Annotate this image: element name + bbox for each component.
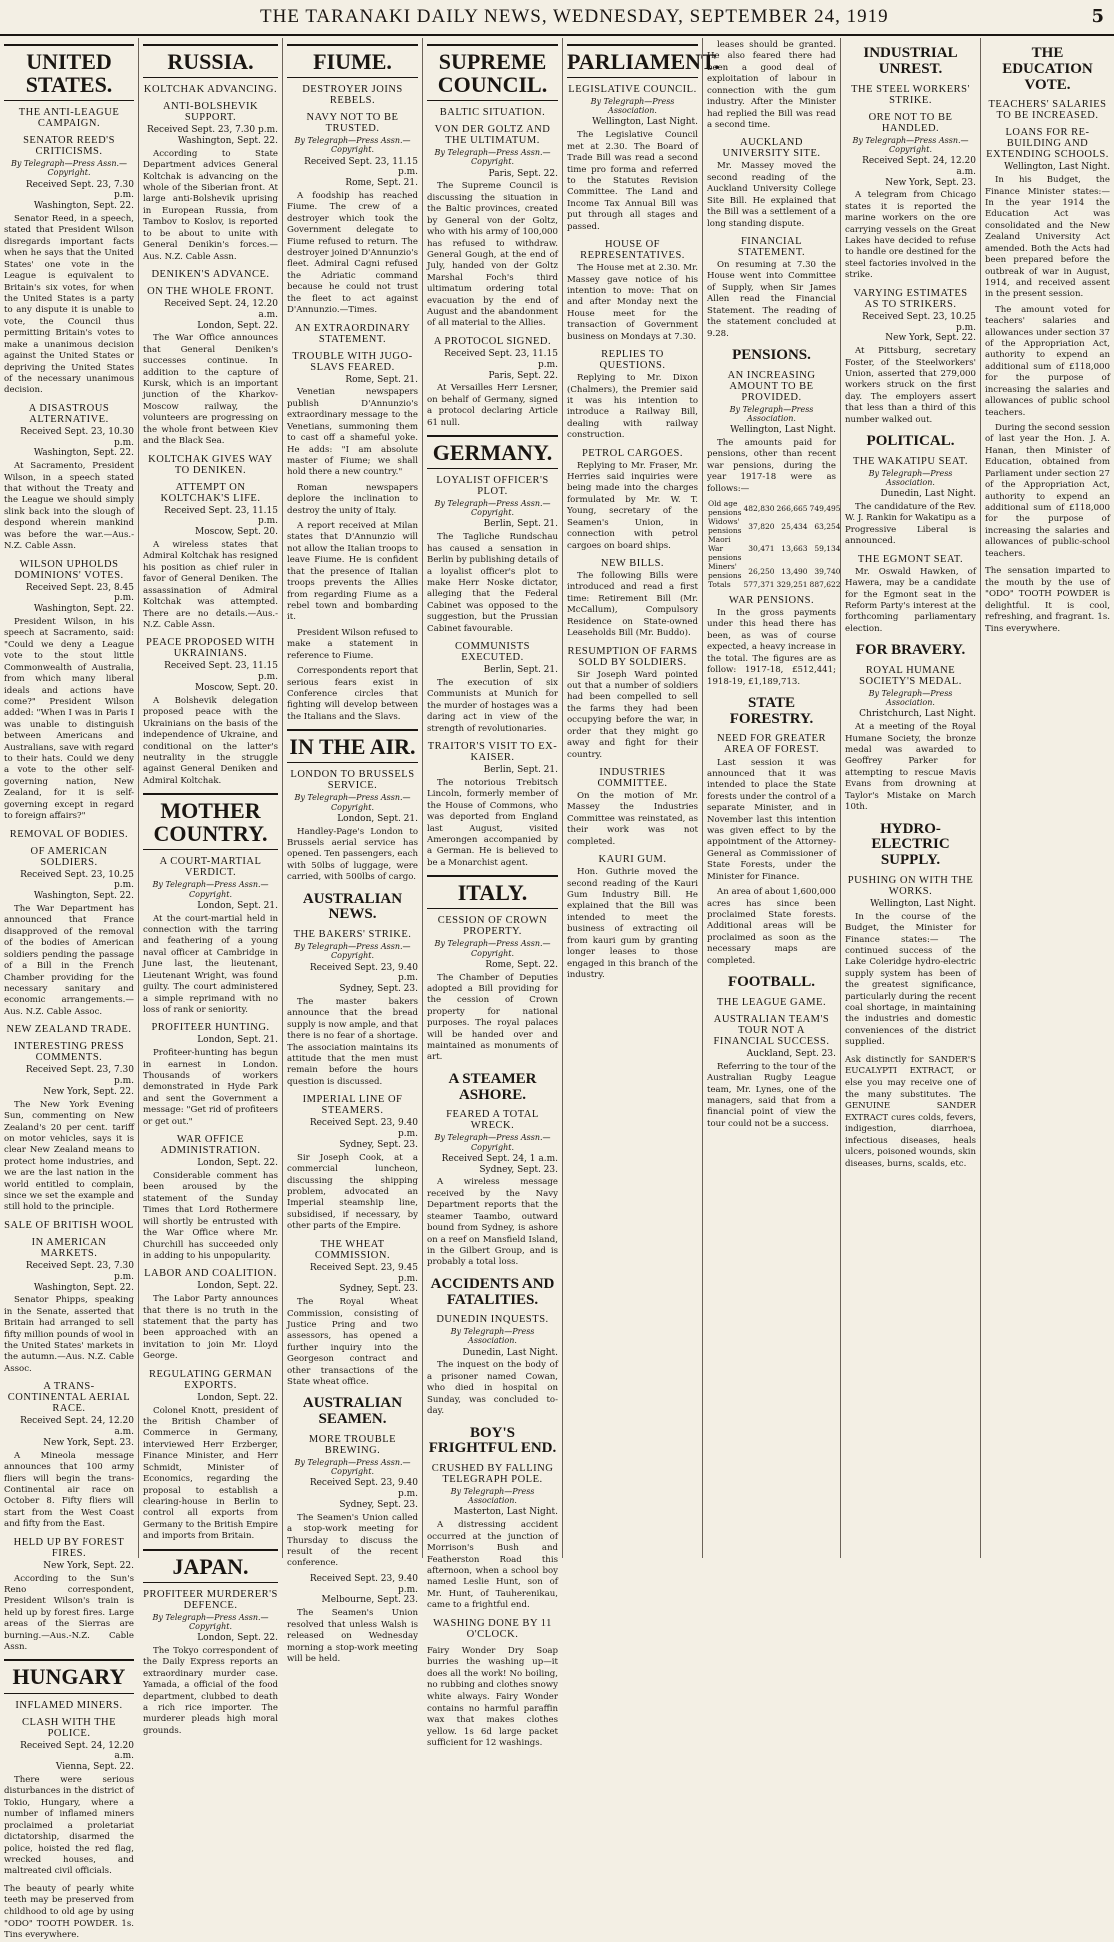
article-body: The Supreme Council is discussing the situation in the Baltic provinces, created by General von der Goltz, who with his army of 100,000 has refused to withdraw. General Gough, at the end of July, handed von der Goltz Marshal Foch's third ultimatum ordering total evacuation by the end of August and the abandonment of all material to the Allies. <box>427 181 558 329</box>
table-cell: Miners' pensions <box>708 562 742 580</box>
article-heading: A PROTOCOL SIGNED. <box>433 335 552 347</box>
dateline: Washington, Sept. 22. <box>33 891 134 902</box>
dateline: Washington, Sept. 22. <box>177 135 278 146</box>
subheading: NEED FOR GREATER AREA OF FOREST. <box>717 733 826 756</box>
subheading: THE BAKERS' STRIKE. <box>293 929 412 941</box>
article-body: Hon. Guthrie moved the second reading of the Kauri Gum Industry Bill. He explained that the Bill was intended to meet the business of extracting oil from kauri gum by granting longer leases to those engaged in this branch of the industry. <box>567 867 698 980</box>
article-heading: LABOR AND COALITION. <box>144 1268 277 1280</box>
table-row <box>707 499 842 517</box>
dateline: Wellington, Last Night. <box>870 898 976 909</box>
received-line: Received Sept. 23, 11.15 p.m. <box>164 505 278 527</box>
subheading: THE STEEL WORKERS' STRIKE. <box>851 83 970 106</box>
dateline: Sydney, Sept. 23. <box>339 1139 418 1150</box>
table-row <box>707 517 842 535</box>
article-heading: NAVY NOT TO BE TRUSTED. <box>306 112 399 135</box>
article-body: At a meeting of the Royal Humane Society, the bronze medal was awarded to Geoffrey Parker for attempting to rescue Mavis Evans from drowning at Taylor's Mistake on March 10th. <box>845 722 976 813</box>
table-cell: 266,665 <box>776 503 808 513</box>
dateline: New York, Sept. 22. <box>43 1086 134 1097</box>
newspaper-title: THE TARANAKI DAILY NEWS, WEDNESDAY, SEPTEMBER 24, 1919 <box>260 6 889 27</box>
article-body: The Legislative Council met at 2.30. The Board of Trade Bill was read a second time pro forma and referred to the Statutes Revision Committee. The Land and Income Tax Annual Bill was put through all stages and passed. <box>567 130 698 232</box>
article-body: President Wilson refused to make a statement in reference to Fiume. <box>287 627 418 661</box>
article-body: The following Bills were introduced and read a first time: Retirement Bill (Mr. McCallum), Compulsory Residence on State-owned Leaseholds Bill (Mr. Buddo). <box>567 571 698 639</box>
article-body: Senator Phipps, speaking in the Senate, asserted that Britain had arranged to sell fifty million pounds of wool in the United States' markets in the autumn.—Aus. N.Z. Cable Assoc. <box>4 1295 134 1374</box>
dateline: London, Sept. 22. <box>197 1392 278 1403</box>
article-heading: FINANCIAL STATEMENT. <box>737 235 806 258</box>
subheading: LEGISLATIVE COUNCIL. <box>568 84 697 96</box>
dateline: Sydney, Sept. 23. <box>339 984 418 995</box>
received-line: Received Sept. 23, 7.30 p.m. <box>25 179 134 201</box>
article-body: Replying to Mr. Dixon (Chalmers), the Premier said it was his intention to introduce a Railway Bill, dealing with railway construction. <box>567 373 698 441</box>
article-body: The inquest on the body of a prisoner named Cowan, who died in hospital on Sunday, was concluded to-day. <box>427 1360 558 1417</box>
section-heading: ACCIDENTS AND FATALITIES. <box>430 1275 555 1308</box>
article-body: The notorious Trebitsch Lincoln, formerly member of the House of Commons, who was deported from England last August, visited Amerongen accompanied by a German. He is believed to be a Monarchist agent. <box>427 777 558 868</box>
article-body: Senator Reed, in a speech, stated that President Wilson disregards important facts when he says that the United States' one vote in the League is equivalent to Britain's six votes, for when the United States is a party to any dispute it is unable to vote, the Council thus permitting Britain's votes to make a unanimous decision against the United States or depriving the United States of the necessary unanimous decision. <box>4 214 134 396</box>
article-heading: A DISASTROUS ALTERNATIVE. <box>28 402 110 425</box>
article-body: A telegram from Chicago states it is reported the marine workers on the ore carrying vessels on the Great Lakes have decided to refuse to handle ore destined for the steel factories involved in the strike. <box>845 190 976 281</box>
dateline: Christchurch, Last Night. <box>859 709 976 720</box>
article-heading: HELD UP BY FOREST FIRES. <box>13 1536 125 1559</box>
subheading: IN AMERICAN MARKETS. <box>31 1236 107 1259</box>
pensions-table <box>707 499 842 589</box>
subheading: AN INCREASING AMOUNT TO BE PROVIDED. <box>727 369 816 403</box>
article-body: A distressing accident occurred at the junction of Morrison's Bush and Featherston Road this afternoon, when a school boy named Leslie Hunt, son of Mr. Hunt, of Tauherenikau, came to a frightful end. <box>427 1520 558 1611</box>
byline: By Telegraph—Press Association. <box>868 689 953 708</box>
table-cell: 25,434 <box>781 521 808 531</box>
section-heading: UNITED STATES. <box>4 44 134 101</box>
page-number: 5 <box>1091 6 1104 27</box>
section-heading: IN THE AIR. <box>287 729 418 763</box>
dateline: Washington, Sept. 22. <box>33 604 134 615</box>
subheading: OF AMERICAN SOLDIERS. <box>30 845 108 868</box>
article-heading: PETROL CARGOES. <box>581 447 684 459</box>
column-united-states <box>0 38 138 1941</box>
column-pensions <box>702 38 840 1558</box>
subheading: LOANS FOR RE-BUILDING AND EXTENDING SCHOOLS. <box>986 127 1109 161</box>
table-cell: 13,663 <box>781 544 808 553</box>
subheading: CESSION OF CROWN PROPERTY. <box>437 915 548 938</box>
article-body: On resuming at 7.30 the House went into Committee of Supply, when Sir James Allen read the Financial Statement. The reading of the statement concluded at 9.28. <box>707 259 836 339</box>
table-cell: 13,490 <box>781 566 808 576</box>
dateline: Dunedin, Last Night. <box>880 489 976 500</box>
subheading: LOYALIST OFFICER'S PLOT. <box>436 475 549 498</box>
article-heading: COMMUNISTS EXECUTED. <box>454 641 530 664</box>
article-body: Profiteer-hunting has begun in earnest in London. Thousands of workers demonstrated in Hyde Park and sent the Government a message: "Get rid of profiteers or get out." <box>143 1048 278 1127</box>
section-heading: MOTHER COUNTRY. <box>143 793 278 850</box>
subheading: THE LEAGUE GAME. <box>716 996 827 1008</box>
article-body: The War Office announces that General Deniken's successes continue. In addition to the capture of Kursk, which is an important junction of the Kharkov-Moscow railway, the volunteers are progressing on the whole front between Kiev and the Black Sea. <box>143 333 278 447</box>
section-heading: RUSSIA. <box>143 44 278 78</box>
section-heading: FOOTBALL. <box>727 974 816 991</box>
article-heading: TRAITOR'S VISIT TO EX-KAISER. <box>427 741 558 764</box>
dateline: Berlin, Sept. 21. <box>483 765 558 776</box>
article-heading: INDUSTRIES COMMITTEE. <box>597 766 668 789</box>
article-heading: IMPERIAL LINE OF STEAMERS. <box>302 1094 403 1117</box>
article-body: Considerable comment has been aroused by the statement of the Sunday Times that Lord Rothermere will shortly be entrusted with the War Office where Mr. Churchill has succeeded only in adding to his unpopularity. <box>143 1171 278 1261</box>
table-cell: 59,134 <box>814 544 841 553</box>
section-heading: FIUME. <box>287 44 418 78</box>
dateline: London, Sept. 21. <box>337 813 418 824</box>
dateline: Moscow, Sept. 20. <box>195 683 278 694</box>
article-body: The Royal Wheat Commission, consisting of Justice Pring and two assessors, has opened a further inquiry into the Georgeson contract and other transactions of the State wheat office. <box>287 1297 418 1388</box>
dateline: Berlin, Sept. 21. <box>483 519 558 530</box>
dateline: Wellington, Last Night. <box>730 425 836 436</box>
received-line: Received Sept. 23, 10.25 p.m. <box>20 869 134 891</box>
article-heading: REGULATING GERMAN EXPORTS. <box>148 1368 273 1391</box>
article-body: A wireless message received by the Navy Department reports that the steamer Taambo, outward bound from Sydney, is ashore on a reef on Mansfield Island, in the Gilbert Group, and is probably a total loss. <box>427 1177 558 1268</box>
article-heading: REPLIES TO QUESTIONS. <box>599 349 666 372</box>
article-body: According to the Sun's Reno correspondent, President Wilson's train is held up by forest fires. Large areas of the Sierras are burning.—Aus.-N.Z. Cable Assn. <box>4 1573 134 1653</box>
byline: By Telegraph—Press Assn.—Copyright. <box>152 880 269 899</box>
subheading: CRUSHED BY FALLING TELEGRAPH POLE. <box>431 1463 554 1486</box>
article-heading: HOUSE OF REPRESENTATIVES. <box>580 239 685 262</box>
article-heading: PROFITEER HUNTING. <box>151 1022 270 1034</box>
article-body: A Bolshevik delegation proposed peace with the Ukrainians on the basis of the independence of Ukraine, and conditional on the latter's neutrality in the struggle against General Deniken and Admiral Koltchak. <box>143 695 278 786</box>
byline: By Telegraph—Press Assn.—Copyright. <box>294 1458 411 1477</box>
section-heading: INDUSTRIAL UNREST. <box>863 45 958 77</box>
article-body: At Sacramento, President Wilson, in a speech stated that without the Treaty and the League we should simply slink back into the slough of despond wherein mankind was before the war.—Aus.-N.Z. Cable Assn. <box>4 461 134 552</box>
subheading: SENATOR REED'S CRITICISMS. <box>23 135 115 158</box>
column-supreme-council <box>422 38 562 1749</box>
dateline: London, Sept. 21. <box>197 1035 278 1046</box>
column-russia <box>138 38 282 1736</box>
section-heading: HUNGARY <box>4 1659 134 1693</box>
article-heading: AN EXTRAORDINARY STATEMENT. <box>294 322 411 345</box>
article-body: The candidature of the Rev. W. J. Rankin for Wakatipu as a Progressive Liberal is announced. <box>845 502 976 547</box>
article-heading: NEW ZEALAND TRADE. <box>6 1024 132 1036</box>
received-line: Received Sept. 24, 12.20 a.m. <box>20 1740 134 1762</box>
dateline: Rome, Sept. 22. <box>485 959 558 970</box>
dateline: Melbourne, Sept. 23. <box>321 1595 418 1606</box>
table-row <box>707 580 842 589</box>
dateline: Vienna, Sept. 22. <box>55 1762 134 1773</box>
subheading: ON THE WHOLE FRONT. <box>147 285 274 297</box>
dateline: London, Sept. 22. <box>197 1633 278 1644</box>
masthead <box>0 0 1114 36</box>
dateline: Washington, Sept. 22. <box>33 201 134 212</box>
advertisement: Ask distinctly for SANDER'S EUCALYPTI EXTRACT, or else you may receive one of the many substitutes. The GENUINE SANDER EXTRACT cures colds, fevers, indigestion, diarrhoea, infectious diseases, heals ulcers, poisoned wounds, skin diseases, burns, scalds, etc. <box>845 1054 976 1170</box>
section-heading: GERMANY. <box>427 435 558 469</box>
subheading: AUSTRALIAN TEAM'S TOUR NOT A FINANCIAL SUCCESS. <box>713 1013 830 1047</box>
byline: By Telegraph—Press Association. <box>590 97 675 116</box>
byline: By Telegraph—Press Assn.—Copyright. <box>294 942 411 961</box>
dateline: Sydney, Sept. 23. <box>479 1164 558 1175</box>
byline: By Telegraph—Press Assn.—Copyright. <box>294 793 411 812</box>
section-heading: ITALY. <box>427 875 558 909</box>
article-body: Colonel Knott, president of the British Chamber of Commerce in Germany, interviewed Herr Erzberger, Finance Minister, and Herr Schmidt, Minister of Economics, regarding the proposal to establish a clearing-house in Berlin to control all exports from Germany to the British Empire and imports from Britain. <box>143 1405 278 1542</box>
table-cell: Maori War pensions <box>708 535 742 562</box>
table-cell: 39,740 <box>814 566 841 576</box>
subheading: INFLAMED MINERS. <box>15 1699 123 1711</box>
table-cell: 30,471 <box>748 544 775 553</box>
advertisement-heading: WASHING DONE BY 11 O'CLOCK. <box>433 1617 552 1640</box>
article-body: In the gross payments under this head there has been, as was of course expected, a heavy increase in the total. The figures are as follow: 1917-18, £512,441; 1918-19, £1,189,713. <box>707 608 836 687</box>
section-heading: POLITICAL. <box>866 433 955 450</box>
received-line: Received Sept. 23, 11.15 p.m. <box>164 661 278 683</box>
article-heading: NEW BILLS. <box>600 558 665 570</box>
byline: By Telegraph—Press Association. <box>868 468 953 488</box>
received-line: Received Sept. 23, 11.15 p.m. <box>444 348 558 370</box>
table-row <box>707 535 842 562</box>
article-heading: DENIKEN'S ADVANCE. <box>151 268 270 280</box>
dateline: Paris, Sept. 22. <box>488 370 558 381</box>
article-body: In the course of the Budget, the Minister for Finance states:— The continued success of the Lake Coleridge hydro-electric supply system has been of the greatest significance, particularly during the recent coal shortage, in maintaining the industries and domestic conveniences of the district supplied. <box>845 911 976 1048</box>
byline: By Telegraph—Press Assn.—Copyright. <box>294 136 411 155</box>
received-line: Received Sept. 24, 12.20 a.m. <box>862 155 976 177</box>
dateline: Auckland, Sept. 23. <box>746 1048 836 1059</box>
received-line: Received Sept. 23, 8.45 p.m. <box>25 582 134 604</box>
dateline: London, Sept. 22. <box>197 1158 278 1169</box>
dateline: Sydney, Sept. 23. <box>339 1284 418 1295</box>
article-heading: REMOVAL OF BODIES. <box>9 828 129 840</box>
article-body: The amount voted for teachers' salaries and allowances under section 37 of the Appropriation Act, authority to expend an additional sum of £118,000 for the purpose of increasing the salaries and allowances of public school teachers. <box>985 304 1110 418</box>
received-line: Received Sept. 23, 9.45 p.m. <box>309 1262 418 1284</box>
subheading: DESTROYER JOINS REBELS. <box>302 84 403 107</box>
section-heading: THE EDUCATION VOTE. <box>1002 45 1093 93</box>
article-body: A report received at Milan states that D'Annunzio will not allow the Italian troops to leave Fiume. He is confident that the presence of Italian troops prevents the Allies from regarding Fiume as a rebel town and bombarding it. <box>287 521 418 623</box>
byline: By Telegraph—Press Association. <box>729 404 814 423</box>
article-heading: VARYING ESTIMATES AS TO STRIKERS. <box>853 287 968 310</box>
article-body: Correspondents report that serious fears exist in Conference circles that fighting will develop between the Italians and the Slavs. <box>287 666 418 722</box>
article-body: On the motion of Mr. Massey the Industries Committee was reinstated, as their work was not completed. <box>567 791 698 847</box>
received-line: Received Sept. 23, 7.30 p.m. <box>25 1065 134 1087</box>
table-cell: 749,495 <box>809 503 841 513</box>
dateline: Berlin, Sept. 21. <box>483 665 558 676</box>
subheading: DUNEDIN INQUESTS. <box>436 1314 549 1326</box>
byline: By Telegraph—Press Association. <box>450 1487 535 1506</box>
article-body: The Chamber of Deputies adopted a Bill providing for the cession of Crown property for national purposes. The royal palaces will be handed over and maintained as monuments of art. <box>427 972 558 1063</box>
subheading: CLASH WITH THE POLICE. <box>21 1716 117 1739</box>
dateline: New York, Sept. 22. <box>43 1560 134 1571</box>
column-fiume <box>282 38 422 1664</box>
article-body: Sir Joseph Ward pointed out that a number of soldiers had been compelled to sell the farms they had been occupying before the war, in order that they might go away and fight for their country. <box>567 669 698 760</box>
received-line: Received Sept. 24, 12.20 a.m. <box>164 298 278 320</box>
article-heading: THE WHEAT COMMISSION. <box>314 1238 391 1261</box>
received-line: Received Sept. 23, 7.30 p.m. <box>146 125 278 136</box>
article-heading: KAURI GUM. <box>598 854 667 866</box>
subheading: ORE NOT TO BE HANDLED. <box>868 111 953 134</box>
received-line: Received Sept. 24, 12.20 a.m. <box>20 1416 134 1438</box>
article-body: The execution of six Communists at Munich for the murder of hostages was a daring act in view of the strength of revolutionaries. <box>427 677 558 734</box>
byline: By Telegraph—Press Assn.—Copyright. <box>10 159 128 178</box>
article-body: Mr. Oswald Hawken, of Hawera, may be a candidate for the Egmont seat in the Reform Party's interest at the forthcoming parliamentary election. <box>845 566 976 634</box>
article-body: Replying to Mr. Fraser, Mr. Herries said inquiries were being made into the charges formulated by Mr. W. T. Young, secretary of the Seamen's Union, in connection with petrol cargoes on board ships. <box>567 460 698 551</box>
article-body: The Tokyo correspondent of the Daily Express reports an extraordinary murder case. Yamada, a official of the food department, clubbed to death a rich rice importer. The murderer pleads high moral grounds. <box>143 1645 278 1736</box>
byline: By Telegraph—Press Assn.—Copyright. <box>852 135 969 154</box>
article-heading: PEACE PROPOSED WITH UKRAINIANS. <box>146 637 275 660</box>
table-cell: 329,251 <box>776 580 808 589</box>
table-cell: 482,830 <box>743 503 775 513</box>
dateline: Washington, Sept. 22. <box>33 1282 134 1293</box>
article-heading: KOLTCHAK GIVES WAY TO DENIKEN. <box>148 453 273 476</box>
received-line: Received Sept. 23, 9.40 p.m. <box>309 1118 418 1140</box>
advertisement: Fairy Wonder Dry Soap burries the washing up—it does all the work! No boiling, no rubbing and clothes snowy white always. Fairy Wonder contains no harmful paraffin wax that makes clothes yellow. 1s 6d large packet sufficient for 12 washings. <box>427 1645 558 1749</box>
table-cell: 63,254 <box>814 521 841 531</box>
article-heading: WAR PENSIONS. <box>728 595 815 606</box>
article-body: The Seamen's Union called a stop-work meeting for Thursday to discuss the result of the recent conference. <box>287 1512 418 1569</box>
article-body: A Mineola message announces that 100 army fliers will begin the trans-Continental air race on October 8. Fifty fliers will start from the West Coast and fifty from the East. <box>4 1450 134 1530</box>
subheading: KOLTCHAK ADVANCING. <box>143 84 278 96</box>
article-body: A wireless states that Admiral Koltchak has resigned his position as chief ruler in favor of General Deniken. The assassination of Admiral Koltchak was attempted. There are no details.—Aus.-N.Z. Cable Assn. <box>143 540 278 630</box>
article-body: Venetian newspapers publish D'Annunzio's extraordinary message to the Venetians, summoning them to cast off a shameful yoke. He adds: "I am absolute master of Fiume; we shall hold there a new country." <box>287 387 418 478</box>
subheading: FEARED A TOTAL WRECK. <box>446 1109 539 1132</box>
subheading: A COURT-MARTIAL VERDICT. <box>159 856 262 879</box>
byline: By Telegraph—Press Assn.—Copyright. <box>434 499 551 518</box>
section-heading: HYDRO-ELECTRIC SUPPLY. <box>871 820 950 869</box>
section-heading: AUSTRALIAN NEWS. <box>302 890 403 923</box>
article-body: A foodship has reached Fiume. The crew of a destroyer which took the Government delegate to Fiume refused to return. The destroyer joined D'Annunzio's fleet. Admiral Cagni refused the Adriatic command because he could not trust the fleet to act against D'Annunzio.—Times. <box>287 190 418 316</box>
article-body: During the second session of last year the Hon. J. A. Hanan, then Minister of Education, obtained from Parliament under section 27 of the Appropriation Act, authority to expend an additional sum of £118,000 for the purpose of increasing the salaries and allowances of public-school teachers. <box>985 422 1110 559</box>
dateline: Wellington, Last Night. <box>592 117 698 128</box>
article-body: The Tagliche Rundschau has caused a sensation in Berlin by publishing details of a loyalist officer's plot to make Herr Noske dictator, alleging that the Federal Cabinet was opposed to the suggestion, but the Prussian Cabinet favourable. <box>427 532 559 634</box>
article-body: There were serious disturbances in the district of Tokio, Hungary, where a number of inflamed miners proclaimed a proletariat dictatorship, disarmed the police, hoisted the red flag, wrecked houses, and maltreated civil officials. <box>4 1774 134 1877</box>
byline: By Telegraph—Press Assn.—Copyright. <box>152 1612 269 1631</box>
byline: By Telegraph—Press Assn.—Copyright. <box>434 939 551 958</box>
article-body: According to State Department advices General Koltchak is advancing on the whole of the Siberian front. At large anti-Bolshevik uprising in European Russia, from Tambov to Koslov, is reported to be about to unite with General Denikin's forces.—Aus. N.Z. Cable Assn. <box>143 148 278 262</box>
subheading: BALTIC SITUATION. <box>439 107 546 119</box>
table-cell: 26,250 <box>748 566 775 576</box>
table-cell: Old age pensions <box>708 499 742 517</box>
subheading: TEACHERS' SALARIES TO BE INCREASED. <box>988 99 1107 122</box>
article-heading: SALE OF BRITISH WOOL <box>4 1219 134 1231</box>
article-body: The Seamen's Union resolved that unless Walsh is released on Wednesday morning a stop-work meeting will be held. <box>287 1608 418 1664</box>
received-line: Received Sept. 23, 7.30 p.m. <box>25 1260 134 1282</box>
article-heading: ANTI-BOLSHEVIK SUPPORT. <box>162 101 259 124</box>
article-body: Roman newspapers deplore the inclination to destroy the unity of Italy. <box>287 482 418 516</box>
subheading: PUSHING ON WITH THE WORKS. <box>847 874 974 897</box>
section-heading: AUSTRALIAN SEAMEN. <box>302 1395 403 1428</box>
dateline: Rome, Sept. 21. <box>345 178 418 189</box>
received-line: Received Sept. 23, 9.40 p.m. <box>309 962 418 984</box>
table-cell: 37,820 <box>748 521 775 531</box>
subheading: THE ANTI-LEAGUE CAMPAIGN. <box>18 107 120 130</box>
received-line: Received Sept. 23, 10.30 p.m. <box>20 426 134 448</box>
subheading: ROYAL HUMANE SOCIETY'S MEDAL. <box>859 665 962 688</box>
article-body: The master bakers announce that the bread supply is now ample, and that there is no fear of a shortage. The association maintains its attitude that the men must remain before the hours question is discussed. <box>287 996 418 1087</box>
dateline: Dunedin, Last Night. <box>462 1347 558 1358</box>
dateline: London, Sept. 21. <box>197 900 278 911</box>
dateline: Rome, Sept. 21. <box>345 374 418 385</box>
dateline: Sydney, Sept. 23. <box>339 1499 418 1510</box>
article-heading: WAR OFFICE ADMINISTRATION. <box>160 1134 261 1157</box>
received-line: Received Sept. 23, 9.40 p.m. <box>309 1478 418 1500</box>
subheading: TROUBLE WITH JUGO-SLAVS FEARED. <box>292 350 413 373</box>
article-body: At the court-martial held in connection with the tarring and feathering of a young naval officer at Cambridge in June last, the lieutenant, Lieutenant Wright, was found guilty. The court administered a simple reprimand with no loss of rank or seniority. <box>143 913 278 1015</box>
article-body: An area of about 1,600,000 acres has since been proclaimed State forests. Additional areas will be proclaimed as soon as the necessary maps are completed. <box>707 887 836 966</box>
byline: By Telegraph—Press Association. <box>450 1327 535 1346</box>
dateline: London, Sept. 22. <box>197 1281 278 1292</box>
received-line: Received Sept. 23, 11.15 p.m. <box>304 156 418 178</box>
dateline: Paris, Sept. 22. <box>488 168 558 179</box>
table-row <box>707 562 842 580</box>
article-heading: WILSON UPHOLDS DOMINIONS' VOTES. <box>14 558 124 581</box>
table-cell: 887,622 <box>809 580 841 589</box>
section-heading: PENSIONS. <box>732 346 811 363</box>
article-heading: THE EGMONT SEAT. <box>857 553 964 565</box>
article-body: leases should be granted. He also feared there had been a good deal of exploitation of labour in connection with the gum industry. After the Minister had replied the Bill was read a second time. <box>707 40 836 130</box>
received-line: Received Sept. 23, 9.40 p.m. <box>309 1573 418 1595</box>
section-heading: PARLIAMENT. <box>567 44 698 78</box>
dateline: New York, Sept. 22. <box>885 333 976 344</box>
article-body: At Pittsburg, secretary Foster, of the Steelworkers' Union, asserted that 279,000 workers struck on the first day. The employers assert that less than a third of this number walked out. <box>845 346 976 425</box>
byline: By Telegraph—Press Assn.—Copyright. <box>434 148 551 167</box>
advertisement: The beauty of pearly white teeth may be preserved from childhood to old age by using "ODO" TOOTH POWDER. 1s. Tins everywhere. <box>4 1883 134 1941</box>
dateline: London, Sept. 22. <box>197 320 278 331</box>
article-body: Sir Joseph Cook, at a commercial luncheon, discussing the shipping problem, advocated an Imperial steamship line, subsidised, if necessary, by other parts of the Empire. <box>287 1152 418 1232</box>
received-line: Received Sept. 23, 10.25 p.m. <box>862 311 976 333</box>
section-heading: SUPREME COUNCIL. <box>427 44 558 101</box>
advertisement: The sensation imparted to the mouth by the use of "ODO" TOOTH POWDER is delightful. It is cool, refreshing, and fragrant. 1s. Tins everywhere. <box>985 566 1110 635</box>
article-body: At Versailles Herr Lersner, on behalf of Germany, signed a protocol declaring Article 61 null. <box>427 383 558 428</box>
dateline: Masterton, Last Night. <box>453 1507 558 1518</box>
subheading: VON DER GOLTZ AND THE ULTIMATUM. <box>434 124 551 147</box>
table-cell: Widows' pensions <box>708 517 742 535</box>
article-body: Referring to the tour of the Australian Rugby League team, Mr. Lynes, one of the managers, said that from a financial point of view the tour could not be a success. <box>707 1061 836 1129</box>
section-heading: FOR BRAVERY. <box>855 642 966 659</box>
article-heading: AUCKLAND UNIVERSITY SITE. <box>722 137 821 160</box>
dateline: New York, Sept. 23. <box>43 1437 134 1448</box>
subheading: PROFITEER MURDERER'S DEFENCE. <box>143 1588 278 1611</box>
article-body: In his Budget, the Finance Minister states:— In the year 1914 the Education Act was consolidated and the New Zealand University Act amended. Both the Acts had been prepared before the outbreak of war in August, 1914, and received assent in the present session. <box>985 175 1110 300</box>
subheading: ATTEMPT ON KOLTCHAK'S LIFE. <box>160 481 261 504</box>
article-body: The House met at 2.30. Mr. Massey gave notice of his intention to move: That on and after Monday next the House meet for the transaction of Government business on Mondays at 7.30. <box>567 263 698 342</box>
section-heading: A STEAMER ASHORE. <box>448 1070 537 1103</box>
article-body: Mr. Massey moved the second reading of the Auckland University College Site Bill. He explained that the Bill was a settlement of a long standing dispute. <box>707 161 836 229</box>
table-cell: Totals <box>708 580 731 589</box>
column-education-vote <box>980 38 1114 1558</box>
article-body: Last session it was announced that it was intended to place the State forests under the control of a separate Minister, and in November last this intention was given effect to by the appointment of the Attorney-General as Commissioner of State Forests, under the Minister for Finance. <box>707 757 836 882</box>
article-heading: A TRANS-CONTINENTAL AERIAL RACE. <box>7 1381 131 1415</box>
article-body: President Wilson, in his speech at Sacramento, said: "Could we deny a League vote to the stout little Commonwealth of Australia, from which many liberal ideals and actions have come?" President Wilson added: "When I was in Paris I was unable to distinguish between Americans and Australians, save with regard to their hats. Could we deny a vote to the other self-governing nation, New Zealand, for it is self-governing except in regard to foreign affairs?" <box>4 616 134 822</box>
subheading: THE WAKATIPU SEAT. <box>852 455 969 467</box>
article-body: The Labor Party announces that there is no truth in the statement that the party has been approached with an invitation to join Mr. Lloyd George. <box>143 1294 278 1362</box>
dateline: Moscow, Sept. 20. <box>195 527 278 538</box>
article-body: The amounts paid for pensions, other than recent war pensions, during the year 1917-18 were as follows:— <box>707 437 836 494</box>
subheading: INTERESTING PRESS COMMENTS. <box>13 1041 125 1064</box>
subheading: LONDON TO BRUSSELS SERVICE. <box>290 769 415 792</box>
received-line: Received Sept. 24, 1 a.m. <box>441 1153 558 1164</box>
section-heading: JAPAN. <box>143 1549 278 1583</box>
section-heading: STATE FORESTRY. <box>729 694 814 727</box>
article-body: The War Department has announced that France disapproved of the removal of the bodies of American soldiers pending the passage of a Bill in the French Chamber providing for the necessary sanitary and economic arrangements.—Aus. N.Z. Cable Assoc. <box>4 904 134 1017</box>
dateline: Washington, Sept. 22. <box>33 448 134 459</box>
subheading: MORE TROUBLE BREWING. <box>308 1433 397 1456</box>
byline: By Telegraph—Press Assn.—Copyright. <box>434 1133 551 1152</box>
dateline: New York, Sept. 23. <box>885 177 976 188</box>
section-heading: BOY'S FRIGHTFUL END. <box>428 1424 557 1457</box>
article-body: The New York Evening Sun, commenting on New Zealand's 20 per cent. tariff on motor vehicles, says it is clear New Zealand means to protect home industries, and we are the last nation in the world entitled to complain, since we set the example and still hold to the principle. <box>4 1099 134 1213</box>
table-cell: 577,371 <box>743 580 775 589</box>
dateline: Wellington, Last Night. <box>1004 162 1110 173</box>
article-heading: RESUMPTION OF FARMS SOLD BY SOLDIERS. <box>567 645 698 668</box>
column-industrial-unrest <box>840 38 980 1558</box>
article-body: Handley-Page's London to Brussels aerial service has opened. Ten passengers, each with 50lbs of luggage, were carried, with 500lbs of cargo. <box>287 826 418 883</box>
